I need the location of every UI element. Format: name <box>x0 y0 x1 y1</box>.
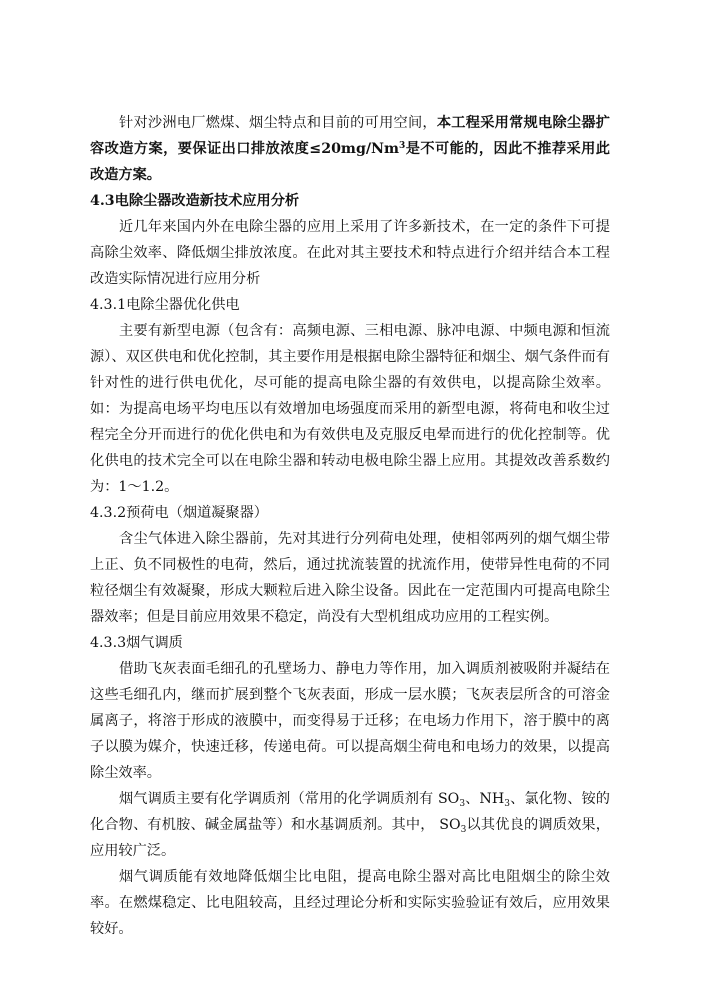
paragraph-conditioning-effect: 烟气调质能有效地降低烟尘比电阻，提高电除尘器对高比电阻烟尘的除尘效率。在燃煤稳定、比电阻较高，且经过理论分析和实际实验验证有效后，应用效果较好。 <box>90 869 610 937</box>
agents-text-2: 、NH <box>465 791 505 807</box>
paragraph-precharge: 含尘气体进入除尘器前，先对其进行分列荷电处理，使相邻两列的烟气烟尘带上正、负不同极性的电荷，然后，通过扰流装置的扰流作用，使带异性电荷的不同粒径烟尘有效凝聚，形成大颗粒后进入除尘设备。因此在一定范围内可提高电除尘器效率；但是目前应用效果不稳定，尚没有大型机组成功应用的工程实例。 <box>90 531 610 625</box>
section-heading-4-3-3: 4.3.3烟气调质 <box>90 635 183 651</box>
section-heading-4-3-2: 4.3.2预荷电（烟道凝聚器） <box>90 505 268 521</box>
paragraph-conditioning-agents <box>90 786 610 864</box>
agents-text-3: 、氯化物、铵的化合物、有机胺、碱金属盐等）和水基调质剂。其中， SO <box>90 791 610 833</box>
nh3-subscript: 3 <box>504 799 510 809</box>
conclusion-normal-text: 针对沙洲电厂燃煤、烟尘特点和目前的可用空间， <box>119 115 437 131</box>
paragraph-conditioning-mechanism: 借助飞灰表面毛细孔的孔壁场力、静电力等作用，加入调质剂被吸附并凝结在这些毛细孔内，继而扩展到整个飞灰表面，形成一层水膜；飞灰表层所含的可溶金属离子，将溶于形成的液膜中，而变得易于迁移；在电场力作用下，溶于膜中的离子以膜为媒介，快速迁移，传递电荷。可以提高烟尘荷电和电场力的效果，以提高除尘效率。 <box>90 661 610 781</box>
so3-subscript: 3 <box>459 799 466 809</box>
agents-text-1: 烟气调质主要有化学调质剂（常用的化学调质剂有 SO <box>119 791 460 807</box>
conclusion-bold-tail: 是不可能的，因此不推荐采用此改造方案。 <box>90 141 610 183</box>
paragraph-new-tech-intro: 近几年来国内外在电除尘器的应用上采用了许多新技术，在一定的条件下可提高除尘效率、降低烟尘排放浓度。在此对其主要技术和特点进行介绍并结合本工程改造实际情况进行应用分析 <box>90 219 610 287</box>
section-heading-4-3-1: 4.3.1电除尘器优化供电 <box>90 297 240 313</box>
agents-text-4: 以其优良的调质效果，应用较广泛。 <box>90 817 610 859</box>
paragraph-conclusion <box>90 110 610 188</box>
so3-subscript-2: 3 <box>460 825 467 835</box>
unit-superscript: 3 <box>399 141 406 151</box>
section-heading-4-3: 4.3电除尘器改造新技术应用分析 <box>90 193 300 209</box>
document-body <box>90 110 610 942</box>
conclusion-bold-text: 本工程采用常规电除尘器扩容改造方案，要保证出口排放浓度≤20mg/Nm <box>90 115 610 157</box>
paragraph-optimized-power: 主要有新型电源（包含有：高频电源、三相电源、脉冲电源、中频电源和恒流源）、双区供电和优化控制，其主要作用是根据电除尘器特征和烟尘、烟气条件而有针对性的进行供电优化，尽可能的提高电除尘器的有效供电，以提高除尘效率。如：为提高电场平均电压以有效增加电场强度而采用的新型电源，将荷电和收尘过程完全分开而进行的优化供电和为有效供电及克服反电晕而进行的优化控制等。优化供电的技术完全可以在电除尘器和转动电极电除尘器上应用。其提效改善系数约为：1～1.2。 <box>90 323 610 495</box>
